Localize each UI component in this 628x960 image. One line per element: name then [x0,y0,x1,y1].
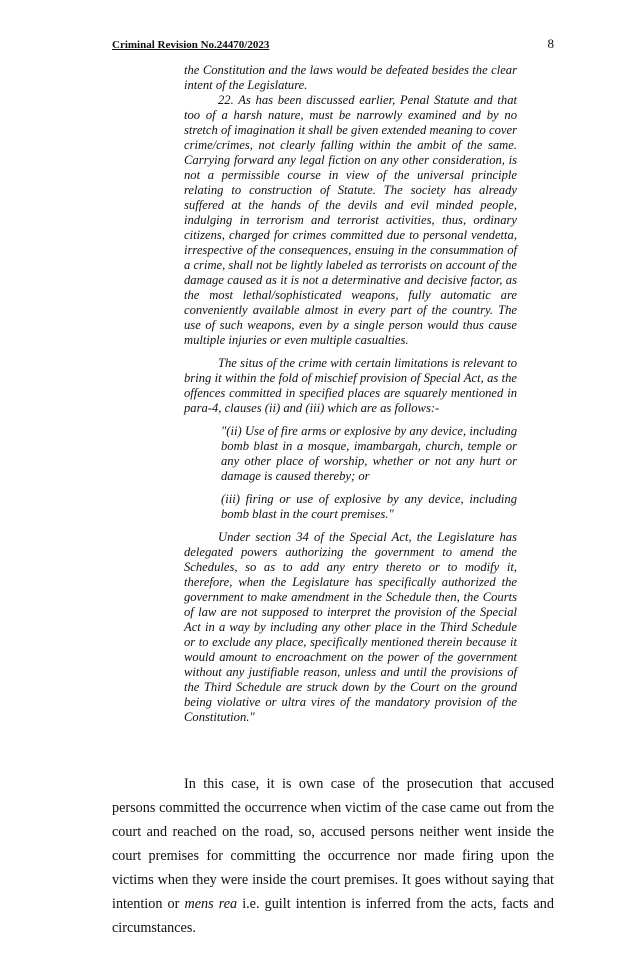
body-paragraph-text [112,772,554,940]
italic-term: mens rea [184,896,238,912]
quote-paragraph-22: 22. As has been discussed earlier, Penal Statute and that too of a harsh nature, must be narrowly examined and by no stretch of imagination it shall be given extended meaning to cover crime/crimes, not clearly falling within the ambit of the same. Carrying forward any legal fiction on any other consideration, is not a permissible course in view of the universal principle relating to construction of Statute. The society has already suffered at the hands of the devils and evil minded people, indulging in terrorism and terrorist activities, thus, ordinary citizens, charged for crimes committed due to personal vendetta, irrespective of the consequences, ensuing in the consummation of a crime, shall not be lightly labeled as terrorists on account of the damage caused as it is not a determinative and decisive factor, as the most lethal/sophisticated weapons, fully automatic are conveniently available almost in every part of the country. The use of such weapons, even by a single person would thus cause multiple injuries or even multiple casualties. [184,93,517,347]
clause-iii: (iii) firing or use of explosive by any device, including bomb blast in the court premises." [221,492,517,521]
page-number: 8 [547,36,554,51]
case-number: Criminal Revision No.24470/2023 [112,39,270,51]
quoted-clauses [221,424,517,522]
page-header [112,36,554,52]
body-text-part-1: In this case, it is own case of the prosecution that accused persons committed the occurrence when victim of the case came out from the court and reached on the road, so, accused persons neither went inside the court premises for committing the occurrence nor made firing upon the victims when they were inside the court premises. It goes without saying that intention or [112,776,554,912]
quote-section-34-paragraph: Under section 34 of the Special Act, the Legislature has delegated powers authorizing the government to amend the Schedules, so as to add any entry thereto or to modify it, therefore, when the Legislature has specifically authorized the government to make amendment in the Schedule then, the Courts of law are not supposed to interpret the provision of the Special Act in a way by including any other place in the Third Schedule or to exclude any place, specifically mentioned therein because it would amount to encroachment on the power of the government without any justifiable reason, unless and until the provisions of the Third Schedule are struck down by the Court on the ground being violative or ultra vires of the mandatory provision of the Constitution." [184,530,517,724]
clause-ii: "(ii) Use of fire arms or explosive by any device, including bomb blast in a mosque, imambargah, church, temple or any other place of worship, whether or not any hurt or damage is caused thereby; or [221,424,517,483]
quote-situs-paragraph: The situs of the crime with certain limitations is relevant to bring it within the fold of mischief provision of Special Act, as the offences committed in specified places are squarely mentioned in para-4, clauses (ii) and (iii) which are as follows:- [184,356,517,415]
body-paragraph [112,772,554,940]
quoted-judgment [184,63,517,725]
body-text-part-2: i.e. guilt intention is inferred from the acts, facts and circumstances. [112,896,554,936]
quote-opening: the Constitution and the laws would be defeated besides the clear intent of the Legislature. [184,63,517,92]
